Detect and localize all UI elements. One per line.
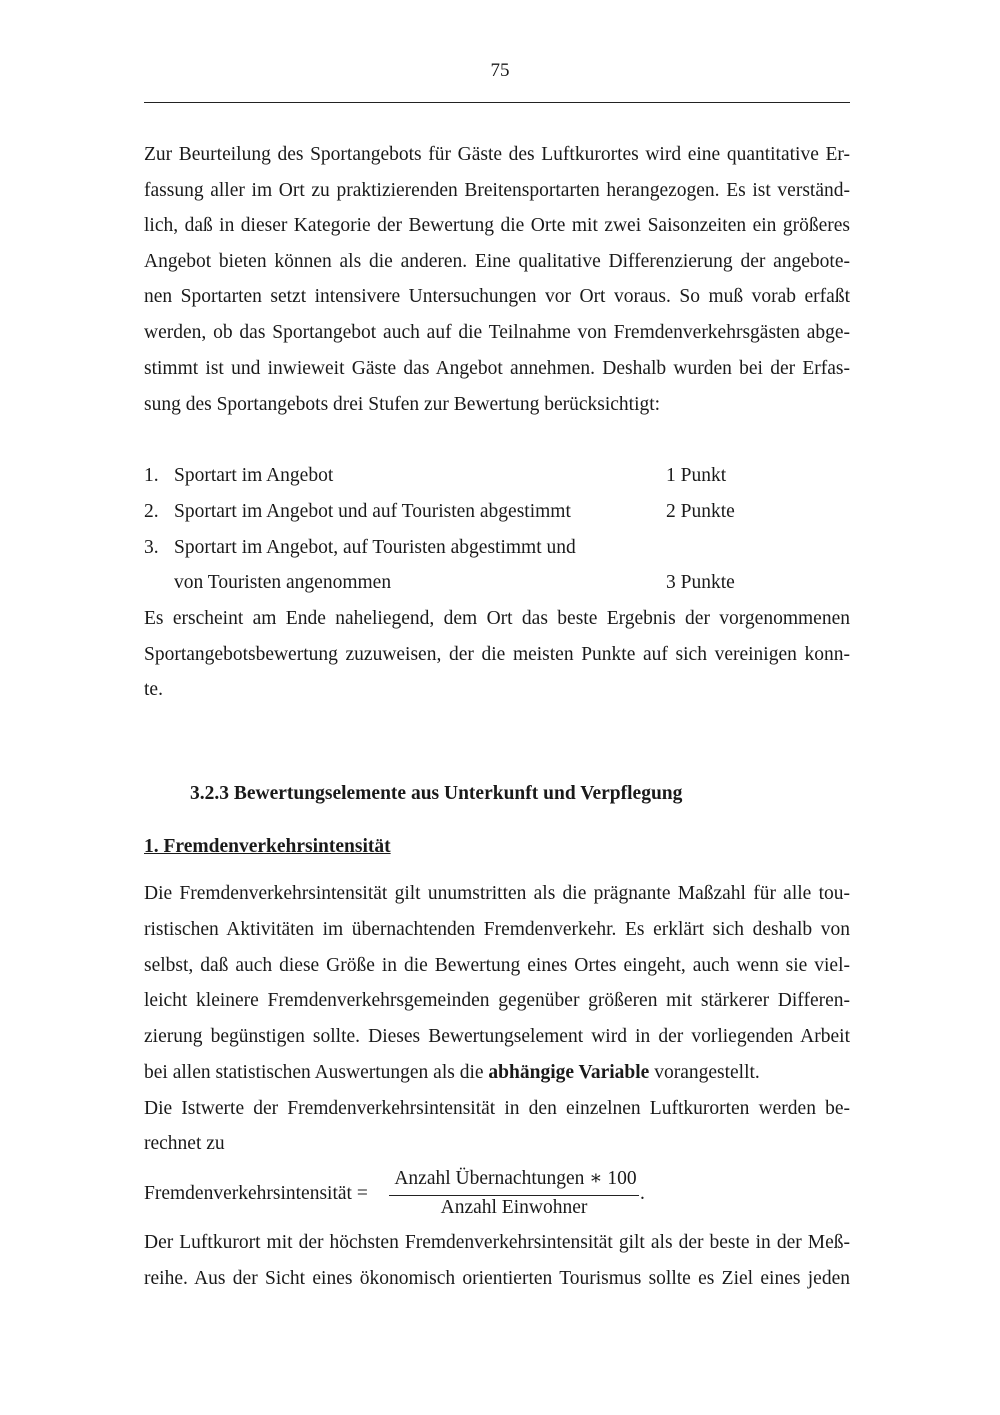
list-item-text-continued: von Touristen angenommen [174,572,392,593]
text-line: lich, daß in dieser Kategorie der Bewertung die Orte mit zwei Saisonzeiten ein größeres [144,215,850,236]
header-rule [144,102,850,103]
list-item-text: Sportart im Angebot und auf Touristen abgestimmt [174,501,571,522]
list-number: 2. [144,501,159,522]
formula-label: Fremdenverkehrsintensität = [144,1183,368,1204]
text-line: te. [144,679,163,700]
text-line: Angebot bieten können als die anderen. Eine qualitative Differenzierung der angebote- [144,251,850,272]
list-item-points: 1 Punkt [666,465,727,486]
text-line: ristischen Aktivitäten im übernachtenden Fremdenverkehr. Es erklärt sich deshalb von [144,919,850,940]
emphasis-text: abhängige Variable [488,1062,650,1083]
page-number: 75 [490,60,510,81]
text-line: leicht kleinere Fremdenverkehrsgemeinden gegenüber größeren mit stärkerer Differen- [144,990,850,1011]
text-line: stimmt ist und inwieweit Gäste das Angebot annehmen. Deshalb wurden bei der Erfas- [144,358,850,379]
formula-numerator: Anzahl Übernachtungen ∗ 100 [394,1168,637,1189]
text-segment: vorangestellt. [649,1062,760,1083]
text-line: Zur Beurteilung des Sportangebots für Gäste des Luftkurortes wird eine quantitative Er- [144,144,850,165]
section-heading: 3.2.3 Bewertungselemente aus Unterkunft und Verpflegung [190,783,683,804]
subheading: 1. Fremdenverkehrsintensität [144,836,391,857]
list-number: 1. [144,465,159,486]
text-line: selbst, daß auch diese Größe in die Bewertung eines Ortes eingeht, auch wenn sie viel- [144,955,850,976]
text-line: reihe. Aus der Sicht eines ökonomisch orientierten Tourismus sollte es Ziel eines jeden [144,1268,850,1289]
text-line: Die Istwerte der Fremdenverkehrsintensität in den einzelnen Luftkurorten werden be- [144,1098,850,1119]
list-item-text: Sportart im Angebot, auf Touristen abgestimmt und [174,537,576,558]
list-item-points: 3 Punkte [666,572,735,593]
text-line [144,1061,760,1085]
formula-end: . [640,1183,645,1204]
text-line: sung des Sportangebots drei Stufen zur Bewertung berücksichtigt: [144,394,661,415]
text-line: Es erscheint am Ende naheliegend, dem Ort das beste Ergebnis der vorgenommenen [144,608,850,629]
text-segment: bei allen statistischen Auswertungen als die [144,1062,489,1083]
text-line: Sportangebotsbewertung zuzuweisen, der die meisten Punkte auf sich vereinigen konn- [144,644,850,665]
list-item-text: Sportart im Angebot [174,465,334,486]
text-line: Der Luftkurort mit der höchsten Fremdenverkehrsintensität gilt als der beste in der Meß- [144,1232,850,1253]
text-line: nen Sportarten setzt intensivere Untersuchungen vor Ort voraus. So muß vorab erfaßt [144,286,850,307]
text-line: zierung begünstigen sollte. Dieses Bewertungselement wird in der vorliegenden Arbeit [144,1026,850,1047]
text-line: Die Fremdenverkehrsintensität gilt unumstritten als die prägnante Maßzahl für alle tou- [144,883,850,904]
text-line: rechnet zu [144,1133,225,1154]
list-number: 3. [144,537,159,558]
formula-denominator: Anzahl Einwohner [440,1197,588,1218]
list-item-points: 2 Punkte [666,501,735,522]
text-line: werden, ob das Sportangebot auch auf die Teilnahme von Fremdenverkehrsgästen abge- [144,322,850,343]
text-line: fassung aller im Ort zu praktizierenden Breitensportarten herangezogen. Es ist verständ- [144,180,850,201]
